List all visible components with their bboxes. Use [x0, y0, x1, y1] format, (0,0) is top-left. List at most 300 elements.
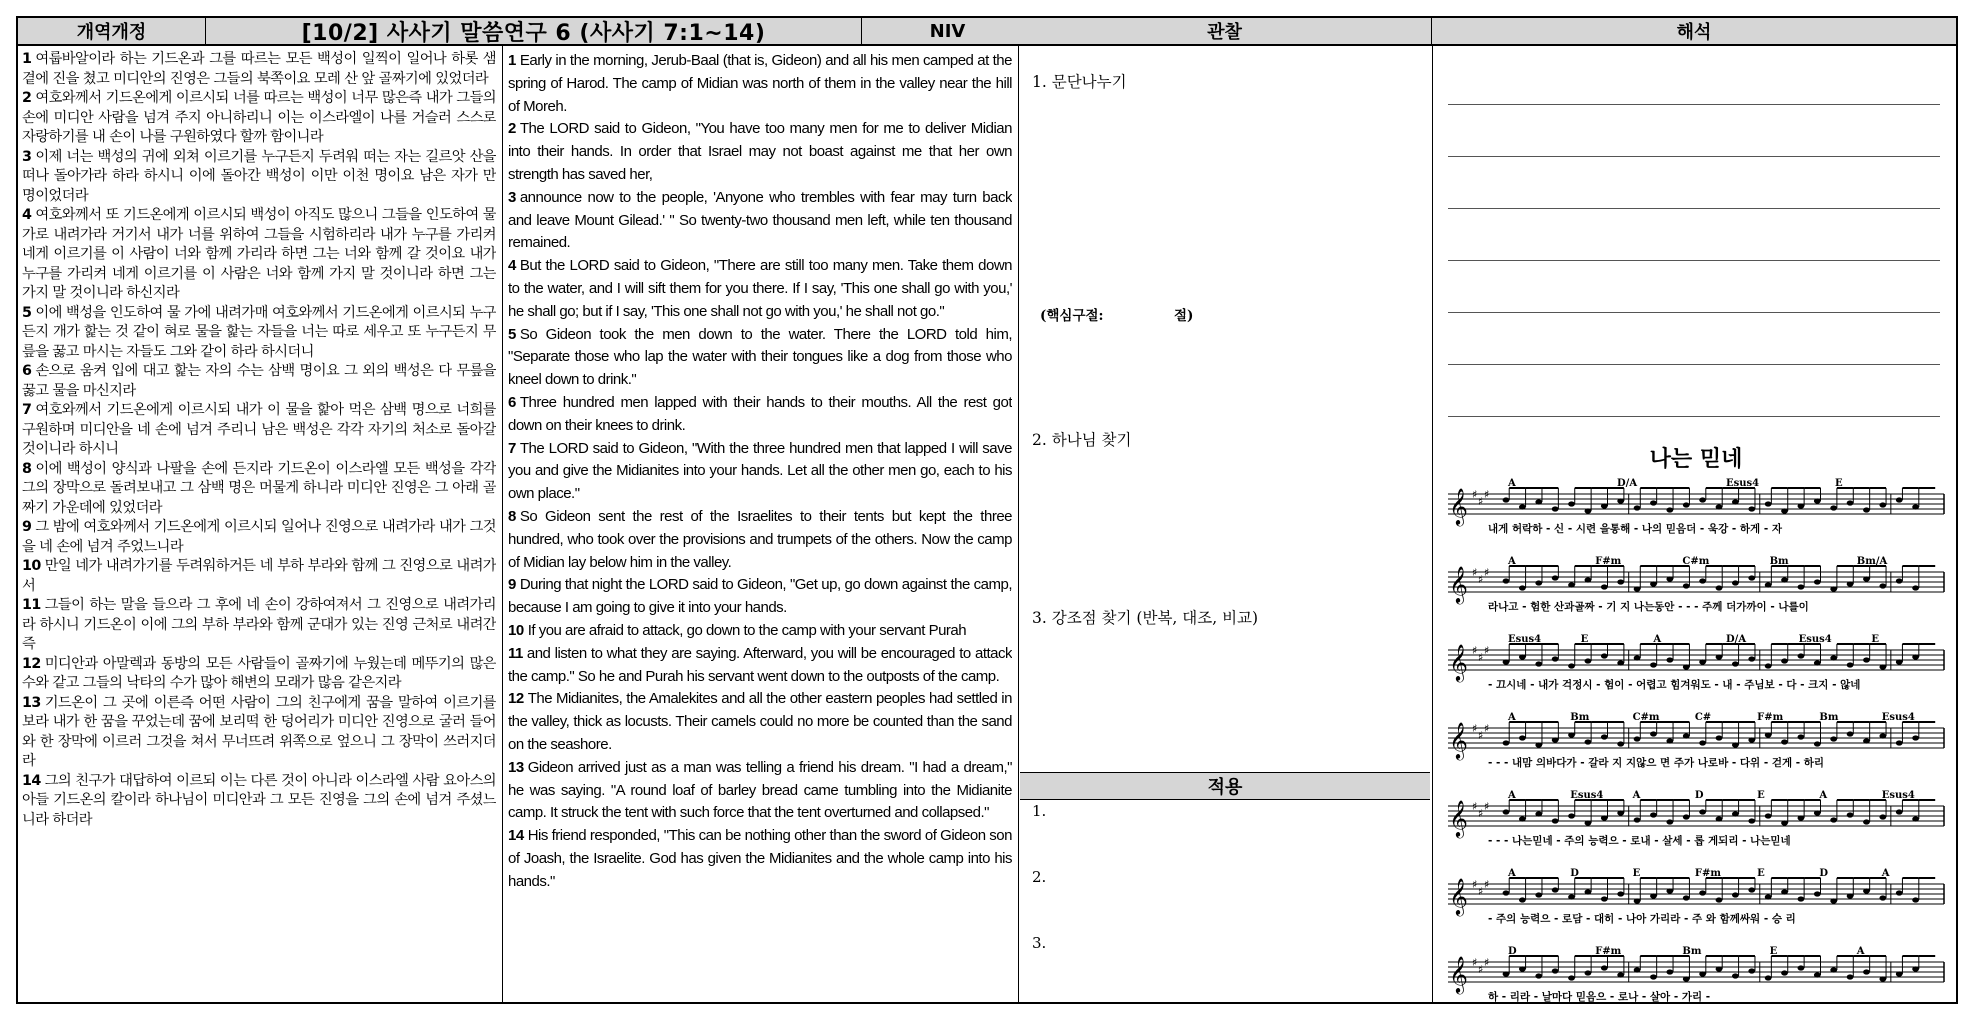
sharp-icon: ♯ — [1472, 566, 1478, 579]
note-head — [1732, 811, 1739, 816]
verse-number: 4 — [508, 257, 516, 275]
sharp-icon: ♯ — [1484, 800, 1490, 813]
note-head — [1781, 970, 1788, 975]
note-head — [1765, 732, 1772, 737]
note-head — [1634, 967, 1641, 972]
verse-text: The LORD said to Gideon, "With the three hundred men that lapped I will save you and give the Midianites into your hands. Let all the other men go, each to his own place." — [508, 439, 1012, 503]
verse-number: 6 — [508, 393, 516, 411]
sharp-icon: ♯ — [1484, 956, 1490, 969]
note-head — [1814, 660, 1821, 665]
note-head — [1585, 889, 1592, 894]
note-head — [1716, 897, 1723, 902]
verse-number: 1 — [508, 52, 516, 69]
music-staff — [1448, 712, 1944, 769]
note-head — [1650, 974, 1657, 979]
note-head — [1814, 741, 1821, 746]
chord-symbol: A — [1508, 478, 1516, 489]
korean-verse — [22, 148, 496, 207]
note-head — [1601, 653, 1608, 658]
note-head — [1666, 819, 1673, 824]
note-head — [1863, 576, 1870, 581]
note-head — [1814, 810, 1821, 815]
note-head — [1847, 974, 1854, 979]
note-head — [1748, 818, 1755, 823]
note-head — [1798, 584, 1805, 589]
lyric-line: - 주의 능력으 - 로담 - 대히 - 나아 가리라 - 주 와 함께싸워 - 승 리 — [1488, 913, 1796, 925]
note-head — [1732, 499, 1739, 504]
treble-clef-icon: 𝄞 — [1449, 877, 1468, 915]
verse-number: 7 — [508, 439, 516, 457]
note-head — [1699, 971, 1706, 976]
verse-number: 12 — [508, 690, 524, 708]
note-head — [1552, 737, 1559, 742]
note-head — [1683, 733, 1690, 738]
note-head — [1781, 577, 1788, 582]
verse-number: 12 — [22, 655, 41, 672]
verse-text: 손으로 움켜 입에 대고 핥는 자의 수는 삼백 명이요 그 외의 백성은 다 무릎을 꿇고 물을 마신지라 — [22, 363, 496, 399]
english-verse — [508, 643, 1012, 689]
note-head — [1601, 503, 1608, 508]
note-head — [1912, 585, 1919, 590]
note-head — [1879, 733, 1886, 738]
note-head — [1617, 810, 1624, 815]
note-head — [1732, 580, 1739, 585]
note-head — [1896, 659, 1903, 664]
sharp-icon: ♯ — [1484, 878, 1490, 891]
note-head — [1617, 660, 1624, 665]
chord-symbol: A — [1632, 790, 1641, 801]
verse-text: 여호와께서 기드온에게 이르시되 너를 따르는 백성이 너무 많은즉 내가 그들의 손에 미디안 사람을 넘겨 주지 아니하리니 이는 이스라엘이 나를 거슬러 스스로 자랑하기를 내 손이 나를 구원하였다 할까 함이니라 — [22, 90, 496, 145]
note-head — [1503, 578, 1510, 583]
verse-number: 8 — [508, 507, 516, 525]
note-head — [1847, 731, 1854, 736]
note-head — [1552, 818, 1559, 823]
chord-symbol: A — [1508, 790, 1516, 801]
verse-text: 만일 네가 내려가기를 두려워하거든 네 부하 부라와 함께 그 진영으로 내려가서 — [22, 558, 496, 594]
column-divider — [1018, 46, 1019, 1002]
note-head — [1879, 664, 1886, 669]
version-header: 개역개정 — [18, 18, 206, 46]
note-head — [1863, 738, 1870, 743]
note-head — [1765, 813, 1772, 818]
sheet-music — [1436, 442, 1956, 1002]
note-head — [1781, 739, 1788, 744]
verse-text: 그들이 하는 말을 들으라 그 후에 네 손이 강하여져서 그 진영으로 내려가리라 하시니 기드온이 이에 그의 부하 부라와 함께 군대가 있는 진영 근처로 내려간즉 — [22, 597, 496, 652]
note-head — [1519, 504, 1526, 509]
note-head — [1650, 893, 1657, 898]
observe-item-god: 2. 하나님 찾기 — [1032, 431, 1132, 449]
chord-symbol: D — [1508, 946, 1517, 957]
note-head — [1568, 582, 1575, 587]
verse-text: 여룹바알이라 하는 기드온과 그를 따르는 모든 백성이 일찍이 일어나 하롯 샘 곁에 진을 쳤고 미디안의 진영은 그들의 북쪽이요 모레 산 앞 골짜기에 있었더라 — [22, 51, 496, 87]
application-item-1: 1. — [1032, 802, 1047, 820]
note-head — [1912, 816, 1919, 821]
verse-text: During that night the LORD said to Gideon, "Get up, go down against the camp, because I am going to give it into your hands. — [508, 576, 1012, 617]
note-head — [1585, 577, 1592, 582]
note-head — [1814, 972, 1821, 977]
note-head — [1879, 502, 1886, 507]
note-head — [1748, 968, 1755, 973]
note-head — [1748, 887, 1755, 892]
chord-symbol: E — [1757, 868, 1765, 879]
note-head — [1781, 820, 1788, 825]
sharp-icon: ♯ — [1484, 722, 1490, 735]
core-verse-label: (핵심구절: — [1040, 308, 1104, 324]
korean-verse — [22, 596, 496, 655]
sharp-icon: ♯ — [1484, 488, 1490, 501]
note-head — [1535, 811, 1542, 816]
korean-verse — [22, 694, 496, 772]
note-head — [1601, 584, 1608, 589]
chord-symbol: Esus4 — [1798, 634, 1832, 645]
study-sheet — [16, 16, 1958, 1004]
english-verse — [508, 574, 1012, 620]
note-head — [1699, 578, 1706, 583]
korean-verse — [22, 460, 496, 519]
verse-number: 3 — [508, 188, 516, 206]
note-head — [1863, 969, 1870, 974]
chord-symbol: Bm — [1570, 712, 1590, 723]
niv-header: NIV — [862, 18, 1034, 46]
treble-clef-icon: 𝄞 — [1449, 721, 1468, 759]
verse-number: 5 — [22, 304, 32, 321]
verse-text: So Gideon took the men down to the water. There the LORD told him, "Separate those who lap the water with their tongues like a dog from those who kneel down to drink." — [508, 325, 1012, 389]
chord-symbol: D/A — [1726, 634, 1747, 645]
verse-number: 1 — [22, 51, 32, 67]
music-staff — [1448, 634, 1944, 691]
note-head — [1716, 966, 1723, 971]
note-head — [1765, 663, 1772, 668]
korean-verse — [22, 304, 496, 363]
note-head — [1879, 976, 1886, 981]
note-head — [1568, 813, 1575, 818]
note-head — [1798, 653, 1805, 658]
note-head — [1601, 734, 1608, 739]
verse-number: 7 — [22, 402, 32, 418]
english-verse — [508, 825, 1012, 893]
note-head — [1830, 505, 1837, 510]
english-text-column — [508, 50, 1012, 893]
korean-text-column — [22, 50, 496, 830]
note-head — [1912, 966, 1919, 971]
lyric-line: - 끄시네 - 내가 걱정시 - 험이 - 어렵고 힘겨워도 - 내 - 주님보 - 다 - 크지 - 않네 — [1488, 679, 1861, 691]
music-staves — [1436, 442, 1956, 1002]
note-head — [1666, 969, 1673, 974]
note-head — [1552, 887, 1559, 892]
note-head — [1748, 575, 1755, 580]
note-head — [1863, 819, 1870, 824]
note-head — [1650, 581, 1657, 586]
writing-line — [1448, 312, 1940, 313]
treble-clef-icon: 𝄞 — [1449, 643, 1468, 681]
note-head — [1601, 815, 1608, 820]
writing-line — [1448, 260, 1940, 261]
note-head — [1617, 741, 1624, 746]
verse-text: and listen to what they are saying. Afterward, you will be encouraged to attack the camp." So he and Purah his servant went down to the outposts of the camp. — [508, 644, 1012, 685]
note-head — [1716, 585, 1723, 590]
english-verse — [508, 255, 1012, 323]
chord-symbol: E — [1757, 790, 1765, 801]
sharp-icon: ♯ — [1472, 878, 1478, 891]
sharp-icon: ♯ — [1478, 729, 1484, 742]
verse-number: 2 — [508, 120, 516, 138]
verse-text: So Gideon sent the rest of the Israelites to their tents but kept the three hundred, who took over the provisions and trumpets of the others. Now the camp of Midian lay below him in the valley. — [508, 507, 1012, 571]
note-head — [1748, 506, 1755, 511]
note-head — [1879, 583, 1886, 588]
note-head — [1666, 738, 1673, 743]
note-head — [1650, 812, 1657, 817]
note-head — [1863, 657, 1870, 662]
verse-text: His friend responded, "This can be nothing other than the sword of Gideon son of Joash, the Israelite. God has given the Midianites and the whole camp into his hands." — [508, 827, 1012, 890]
note-head — [1912, 735, 1919, 740]
note-head — [1896, 890, 1903, 895]
note-head — [1503, 809, 1510, 814]
note-head — [1535, 973, 1542, 978]
sharp-icon: ♯ — [1478, 651, 1484, 664]
chord-symbol: Esus4 — [1726, 478, 1760, 489]
music-staff — [1448, 478, 1944, 535]
note-head — [1535, 742, 1542, 747]
note-head — [1798, 965, 1805, 970]
note-head — [1896, 971, 1903, 976]
chord-symbol: D — [1694, 790, 1704, 801]
english-verse — [508, 506, 1012, 574]
chord-symbol: D/A — [1617, 478, 1638, 489]
english-verse — [508, 620, 1012, 643]
note-head — [1814, 891, 1821, 896]
chord-symbol: C#m — [1632, 712, 1660, 723]
verse-text: announce now to the people, 'Anyone who trembles with fear may turn back and leave Mount Gilead.' " So twenty-two thousand men left, while ten thousand remained. — [508, 188, 1012, 252]
verse-number: 13 — [22, 694, 41, 711]
lyric-line: - - - 나는믿네 - 주의 능력으 - 로내 - 살세 - 롭 게되리 - 나는믿네 — [1488, 835, 1791, 847]
note-head — [1617, 972, 1624, 977]
verse-text: 기드온이 그 곳에 이른즉 어떤 사람이 그의 친구에게 꿈을 말하여 이르기를 보라 내가 한 꿈을 꾸었는데 꿈에 보리떡 한 덩어리가 미디안 진영으로 굴러 들어와 한 장막에 이르러 그것을 쳐서 무너뜨려 위쪽으로 엎으니 그 장막이 쓰러지더라 — [22, 694, 496, 769]
lyric-line: - - - 내맘 의바다가 - 갈라 지 지않으 면 주가 나로바 - 다위 - 걷게 - 하리 — [1488, 757, 1825, 769]
note-head — [1765, 975, 1772, 980]
chord-symbol: A — [1881, 868, 1890, 879]
english-verse — [508, 50, 1012, 118]
writing-line — [1448, 364, 1940, 365]
application-header: 적용 — [1020, 772, 1430, 800]
observe-item-emphasis: 3. 강조점 찾기 (반복, 대조, 비교) — [1032, 609, 1259, 627]
verse-text: 여호와께서 또 기드온에게 이르시되 백성이 아직도 많으니 그들을 인도하여 물 가로 내려가라 거기서 내가 너를 위하여 그들을 시험하리라 내가 누구를 가리켜 네게 이르기를 이 사람이 너와 함께 가리라 하면 그는 너와 함께 갈 것이요 내가 누구를 가리켜 네게 이르기를 이 사람은 너와 함께 가지 말 것이니라 하면 그는 가지 말 것이니라 하신지라 — [22, 207, 496, 301]
korean-verse — [22, 655, 496, 694]
observe-item-paragraphs: 1. 문단나누기 — [1032, 73, 1127, 91]
note-head — [1503, 890, 1510, 895]
application-item-3: 3. — [1032, 934, 1047, 952]
chord-symbol: A — [1508, 868, 1516, 879]
verse-number: 9 — [22, 519, 32, 535]
note-head — [1683, 502, 1690, 507]
verse-text: 이에 백성을 인도하여 물 가에 내려가매 여호와께서 기드온에게 이르시되 누구든지 개가 핥는 것 같이 혀로 물을 핥는 자들을 너는 따로 세우고 또 누구든지 무릎을 꿇고 마시는 자들도 그와 같이 하라 하시더니 — [22, 304, 496, 360]
note-head — [1568, 894, 1575, 899]
chord-symbol: Bm — [1769, 556, 1789, 567]
note-head — [1896, 740, 1903, 745]
note-head — [1732, 742, 1739, 747]
note-head — [1732, 973, 1739, 978]
note-head — [1912, 654, 1919, 659]
note-head — [1879, 895, 1886, 900]
note-head — [1503, 497, 1510, 502]
korean-verse — [22, 401, 496, 460]
note-head — [1617, 891, 1624, 896]
note-head — [1896, 578, 1903, 583]
note-head — [1716, 816, 1723, 821]
column-divider — [502, 46, 503, 1002]
verse-number: 10 — [22, 558, 41, 574]
note-head — [1765, 501, 1772, 506]
korean-verse — [22, 557, 496, 596]
korean-verse — [22, 362, 496, 401]
verse-text: 그 밤에 여호와께서 기드온에게 이르시되 일어나 진영으로 내려가라 내가 그것을 네 손에 넘겨 주었느니라 — [22, 519, 496, 555]
sharp-icon: ♯ — [1472, 644, 1478, 657]
note-head — [1601, 965, 1608, 970]
note-head — [1519, 735, 1526, 740]
sharp-icon: ♯ — [1484, 644, 1490, 657]
verse-number: 8 — [22, 460, 32, 477]
sharp-icon: ♯ — [1484, 566, 1490, 579]
sharp-icon: ♯ — [1478, 963, 1484, 976]
note-head — [1716, 654, 1723, 659]
note-head — [1568, 975, 1575, 980]
sharp-icon: ♯ — [1478, 885, 1484, 898]
note-head — [1699, 659, 1706, 664]
note-head — [1666, 888, 1673, 893]
note-head — [1535, 661, 1542, 666]
verse-text: The LORD said to Gideon, "You have too many men for me to deliver Midian into their hands. In order that Israel may not boast against me that her own strength has saved her, — [508, 120, 1012, 183]
note-head — [1519, 966, 1526, 971]
chord-symbol: D — [1819, 868, 1829, 879]
note-head — [1634, 736, 1641, 741]
note-head — [1683, 895, 1690, 900]
note-head — [1765, 894, 1772, 899]
verse-text: But the LORD said to Gideon, "There are still too many men. Take them down to the water, and I will sift them for you there. If I say, 'This one shall go with you,' he shall go; but if I say, 'This one shall not go with you,' he shall not go." — [508, 257, 1012, 320]
note-head — [1552, 575, 1559, 580]
note-head — [1650, 731, 1657, 736]
note-head — [1585, 739, 1592, 744]
note-head — [1879, 814, 1886, 819]
note-head — [1535, 580, 1542, 585]
note-head — [1683, 814, 1690, 819]
chord-symbol: E — [1632, 868, 1641, 879]
note-head — [1847, 812, 1854, 817]
note-head — [1568, 732, 1575, 737]
application-item-2: 2. — [1032, 868, 1047, 886]
note-head — [1798, 815, 1805, 820]
english-verse — [508, 118, 1012, 186]
note-head — [1683, 583, 1690, 588]
note-head — [1830, 817, 1837, 822]
chord-symbol: A — [1508, 712, 1516, 723]
note-head — [1568, 501, 1575, 506]
note-head — [1568, 663, 1575, 668]
note-head — [1912, 504, 1919, 509]
note-head — [1552, 656, 1559, 661]
note-head — [1830, 967, 1837, 972]
note-head — [1896, 497, 1903, 502]
english-verse — [508, 757, 1012, 825]
note-head — [1503, 971, 1510, 976]
english-verse — [508, 438, 1012, 506]
chord-symbol: F#m — [1757, 712, 1784, 723]
verse-number: 9 — [508, 576, 516, 594]
chord-symbol: D — [1570, 868, 1579, 879]
verse-number: 13 — [508, 758, 524, 776]
chord-symbol: F#m — [1595, 946, 1622, 957]
treble-clef-icon: 𝄞 — [1449, 565, 1468, 603]
music-staff — [1448, 946, 1944, 1002]
verse-text: Early in the morning, Jerub-Baal (that is, Gideon) and all his men camped at the spring of Harod. The camp of Midian was north of them in the valley near the hill of Moreh. — [508, 52, 1012, 115]
verse-number: 3 — [22, 148, 32, 165]
korean-verse — [22, 772, 496, 831]
note-head — [1503, 659, 1510, 664]
music-staff — [1448, 790, 1944, 847]
column-divider — [1432, 46, 1433, 1002]
note-head — [1535, 499, 1542, 504]
note-head — [1666, 657, 1673, 662]
writing-line — [1448, 156, 1940, 157]
note-head — [1830, 655, 1837, 660]
verse-text: Three hundred men lapped with their hands to their mouths. All the rest got down on their knees to drink. — [508, 393, 1012, 434]
writing-line — [1448, 208, 1940, 209]
chord-symbol: E — [1769, 946, 1778, 957]
sharp-icon: ♯ — [1472, 488, 1478, 501]
verse-number: 10 — [508, 621, 524, 639]
english-verse — [508, 688, 1012, 756]
chord-symbol: A — [1653, 634, 1662, 645]
verse-text: 이제 너는 백성의 귀에 외쳐 이르기를 누구든지 두려워 떠는 자는 길르앗 산을 떠나 돌아가라 하라 하시니 이에 돌아간 백성이 이만 이천 명이요 남은 자가 만 명이었더라 — [22, 148, 496, 204]
note-head — [1585, 658, 1592, 663]
chord-symbol: Bm/A — [1856, 556, 1888, 567]
song-title: 나는 믿네 — [1649, 447, 1743, 472]
chord-symbol: Esus4 — [1570, 790, 1604, 801]
verse-text: If you are afraid to attack, go down to the camp with your servant Purah — [527, 621, 967, 639]
note-head — [1519, 897, 1526, 902]
note-head — [1666, 576, 1673, 581]
interpret-header: 해석 — [1432, 18, 1956, 46]
lyric-line: 내게 허락하 - 신 - 시련 을통해 - 나의 믿음더 - 욱강 - 하게 - 자 — [1488, 523, 1782, 535]
note-head — [1634, 586, 1641, 591]
note-head — [1699, 809, 1706, 814]
note-head — [1912, 897, 1919, 902]
note-head — [1814, 579, 1821, 584]
note-head — [1781, 508, 1788, 513]
note-head — [1716, 504, 1723, 509]
note-head — [1732, 892, 1739, 897]
note-head — [1634, 505, 1641, 510]
note-head — [1748, 656, 1755, 661]
note-head — [1617, 498, 1624, 503]
note-head — [1814, 498, 1821, 503]
note-head — [1896, 809, 1903, 814]
verse-text: 미디안과 아말렉과 동방의 모든 사람들이 골짜기에 누웠는데 메뚜기의 많은 수와 같고 그들의 낙타의 수가 많아 해변의 모래가 많음 같은지라 — [22, 655, 496, 691]
english-verse — [508, 187, 1012, 255]
note-head — [1699, 740, 1706, 745]
note-head — [1765, 582, 1772, 587]
chord-symbol: A — [1819, 790, 1828, 801]
verse-text: Gideon arrived just as a man was telling a friend his dream. "I had a dream," he was saying. "A round loaf of barley bread came tumbling into the Midianite camp. It struck the tent with such force that the tent overturned and collapsed." — [508, 758, 1012, 822]
treble-clef-icon: 𝄞 — [1449, 487, 1468, 525]
music-staff — [1448, 556, 1944, 613]
chord-symbol: Esus4 — [1881, 712, 1915, 723]
korean-verse — [22, 50, 496, 89]
chord-symbol: Bm — [1819, 712, 1839, 723]
sharp-icon: ♯ — [1478, 495, 1484, 508]
verse-number: 6 — [22, 363, 32, 379]
note-head — [1699, 890, 1706, 895]
page-title: [10/2] 사사기 말씀연구 6 (사사기 7:1~14) — [206, 18, 862, 46]
verse-number: 5 — [508, 325, 516, 343]
